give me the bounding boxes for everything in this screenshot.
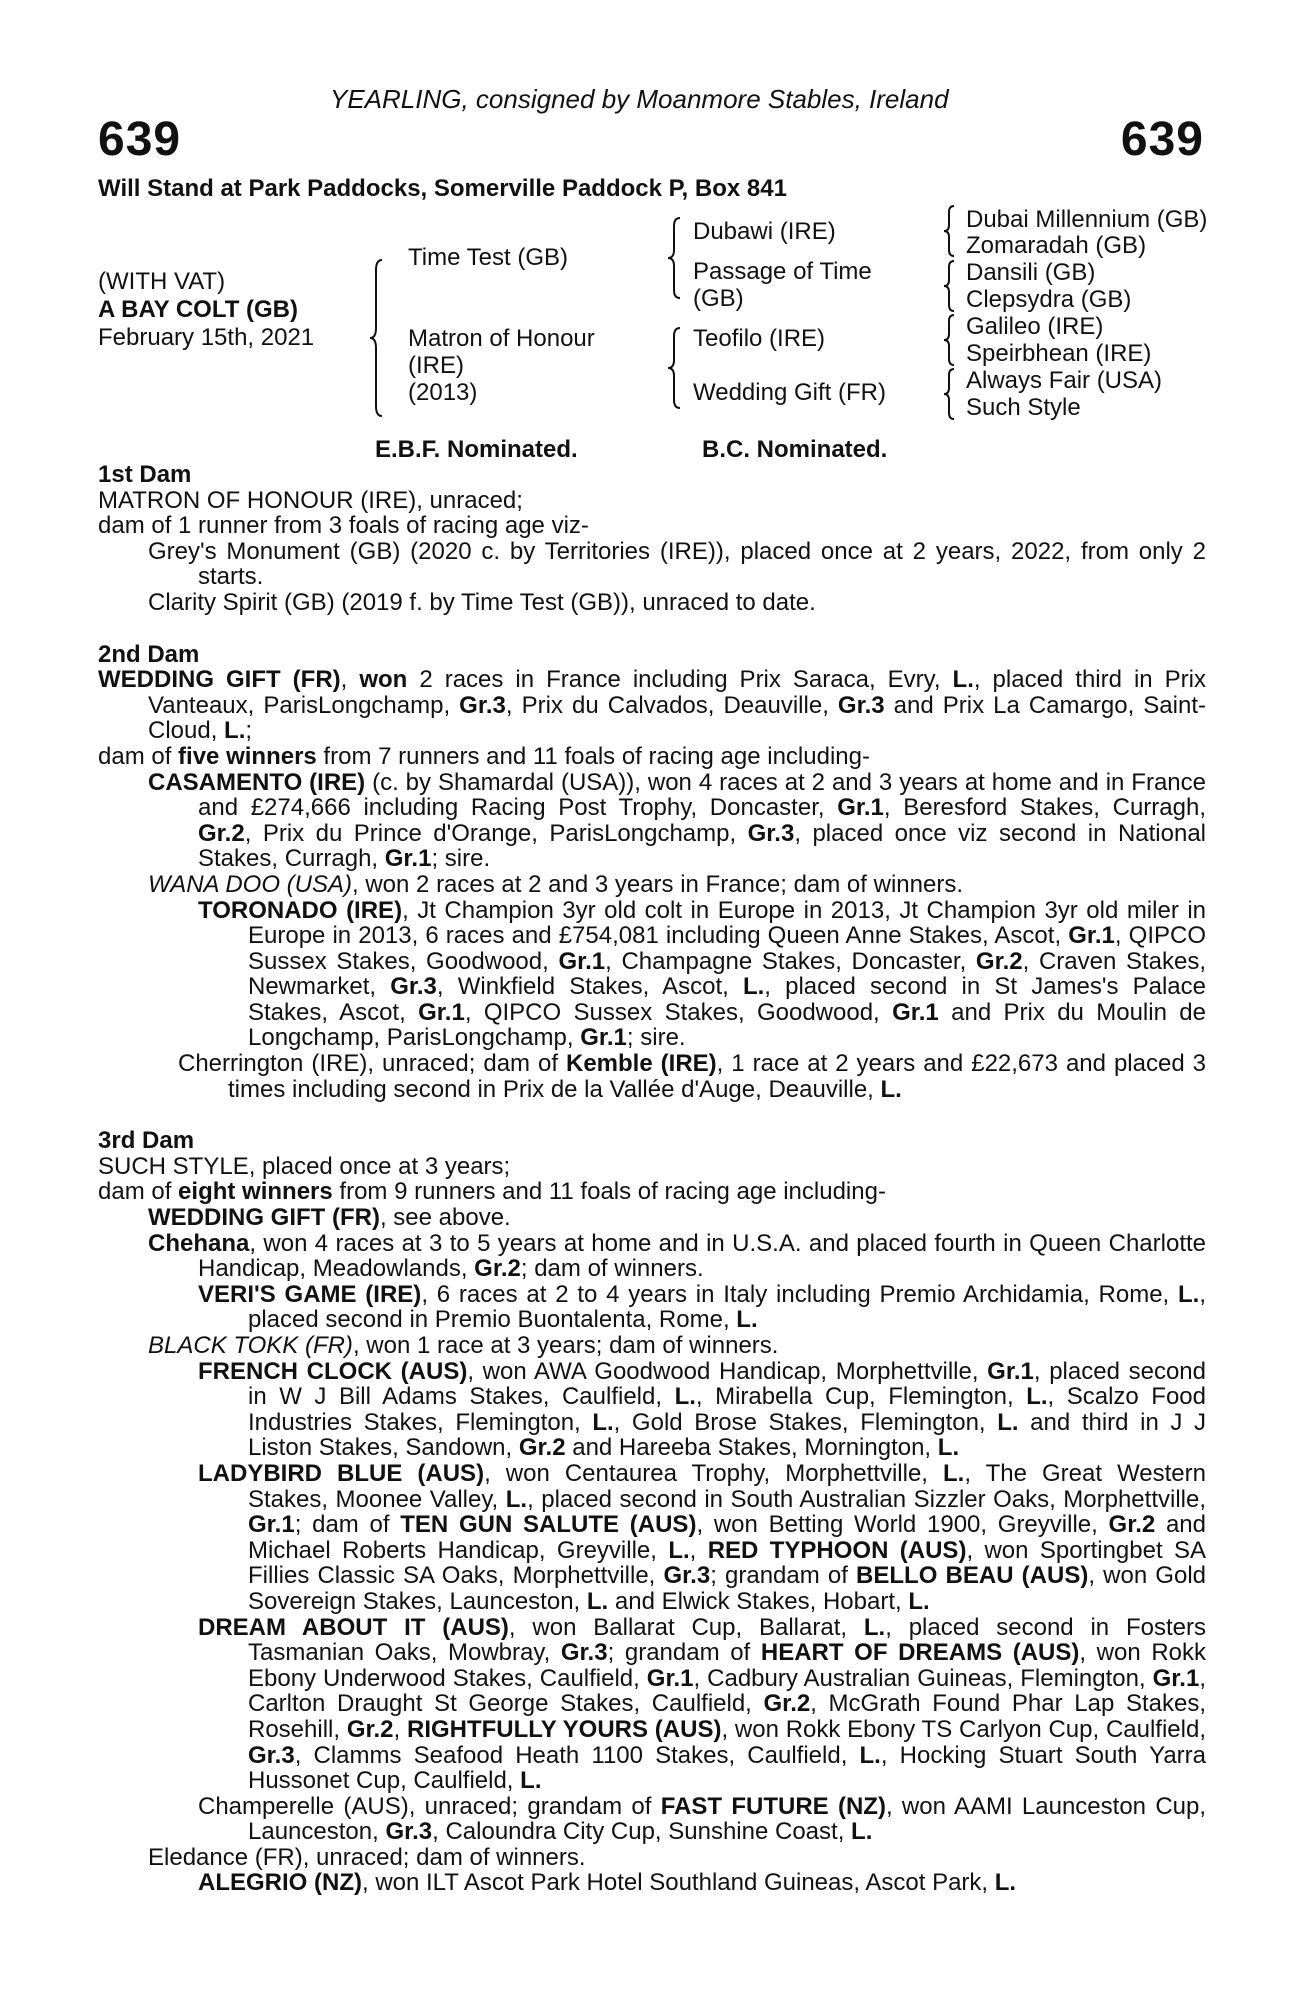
sire-dam-line1: Passage of Time	[693, 258, 872, 285]
dam-name-line1: Matron of Honour	[408, 325, 595, 352]
second-dam-section	[98, 642, 1206, 1103]
bc-nomination: B.C. Nominated.	[702, 436, 888, 463]
ggs-3: Galileo (IRE)	[966, 313, 1104, 340]
sire-sire: Dubawi (IRE)	[693, 218, 836, 245]
first-dam-heading: 1st Dam	[98, 461, 192, 488]
ggd-4: Such Style	[966, 394, 1081, 421]
grand-offspring-entry: ALEGRIO (NZ), won ILT Ascot Park Hotel Southland Guineas, Ascot Park, L.	[198, 1869, 1017, 1897]
horse-dob: February 15th, 2021	[98, 324, 315, 351]
family-details	[98, 462, 1206, 1896]
grand-offspring-entry: VERI'S GAME (IRE), 6 races at 2 to 4 years in Italy including Premio Archidamia, Rome, L., placed second in Premio Buontalenta, Rome, L.	[198, 1280, 1207, 1334]
second-dam-entry: WEDDING GIFT (FR), won 2 races in France including Prix Saraca, Evry, L., placed third in Prix Vanteaux, ParisLongchamp, Gr.3, Prix du Calvados, Deauville, Gr.3 and Prix La Camargo, Saint-Cloud, L.;	[98, 666, 1206, 745]
catalogue-subtitle: YEARLING, consigned by Moanmore Stables, Ireland	[330, 84, 949, 114]
brace-icon	[942, 204, 958, 258]
vat-note: (WITH VAT)	[98, 268, 226, 295]
dam-name-line2: (IRE)	[408, 352, 464, 379]
brace-icon	[666, 216, 686, 300]
horse-name: A BAY COLT (GB)	[98, 296, 299, 323]
offspring-entry: Grey's Monument (GB) (2020 c. by Territories (IRE)), placed once at 2 years, 2022, from only 2 starts.	[148, 537, 1206, 591]
offspring-entry: Cherrington (IRE), unraced; dam of Kemble (IRE), 1 race at 2 years and £22,673 and placed 3 times including second in Prix de la Vallée d'Auge, Deauville, L.	[178, 1050, 1206, 1103]
grand-offspring-entry: LADYBIRD BLUE (AUS), won Centaurea Trophy, Morphettville, L., The Great Western Stakes, Moonee Valley, L., placed second in South Australian Sizzler Oaks, Morphettville, Gr.1; dam of TEN GUN SALUTE (AUS), won Betting World 1900, Greyville, Gr.2 and Michael Roberts Handicap, Greyville, L., RED TYPHOON (AUS), won Sportingbet SA Fillies Classic SA Oaks, Morphettville, Gr.3; grandam of BELLO BEAU (AUS), won Gold Sovereign Stakes, Launceston, L. and Elwick Stakes, Hobart, L.	[198, 1459, 1207, 1615]
offspring-entry: WANA DOO (USA), won 2 races at 2 and 3 years in France; dam of winners.	[148, 870, 963, 898]
second-dam-heading: 2nd Dam	[98, 640, 200, 668]
offspring-entry: Chehana, won 4 races at 3 to 5 years at home and in U.S.A. and placed fourth in Queen Charlotte Handicap, Meadowlands, Gr.2; dam of winners.	[148, 1229, 1206, 1283]
ggs-1: Dubai Millennium (GB)	[966, 206, 1208, 233]
brace-icon	[942, 313, 958, 367]
second-dam-produce-summary: dam of five winners from 7 runners and 11 foals of racing age including-	[98, 742, 870, 770]
offspring-entry: Clarity Spirit (GB) (2019 f. by Time Test (GB)), unraced to date.	[148, 588, 816, 616]
third-dam-produce-summary: dam of eight winners from 9 runners and 11 foals of racing age including-	[98, 1178, 886, 1206]
lot-number-left: 639	[98, 113, 182, 166]
offspring-entry: WEDDING GIFT (FR), see above.	[148, 1204, 511, 1232]
grand-offspring-entry: TORONADO (IRE), Jt Champion 3yr old colt in Europe in 2013, Jt Champion 3yr old miler in Europe in 2013, 6 races and £754,081 including Queen Anne Stakes, Ascot, Gr.1, QIPCO Sussex Stakes, Goodwood, Gr.1, Champagne Stakes, Doncaster, Gr.2, Craven Stakes, Newmarket, Gr.3, Winkfield Stakes, Ascot, L., placed second in St James's Palace Stakes, Ascot, Gr.1, QIPCO Sussex Stakes, Goodwood, Gr.1 and Prix du Moulin de Longchamp, ParisLongchamp, Gr.1; sire.	[198, 896, 1207, 1052]
lot-number-right: 639	[1120, 113, 1204, 166]
brace-icon	[666, 326, 686, 410]
ggs-2: Dansili (GB)	[966, 259, 1096, 286]
grand-offspring-entry: FRENCH CLOCK (AUS), won AWA Goodwood Handicap, Morphettville, Gr.1, placed second in W J Bill Adams Stakes, Caulfield, L., Mirabella Cup, Flemington, L., Scalzo Food Industries Stakes, Flemington, L., Gold Brose Stakes, Flemington, L. and third in J J Liston Stakes, Sandown, Gr.2 and Hareeba Stakes, Mornington, L.	[198, 1357, 1207, 1462]
first-dam-produce-summary: dam of 1 runner from 3 foals of racing age viz-	[98, 512, 589, 540]
ggs-4: Always Fair (USA)	[966, 367, 1163, 394]
dam-sire: Teofilo (IRE)	[693, 325, 826, 352]
ebf-nomination: E.B.F. Nominated.	[375, 436, 578, 463]
grand-offspring-entry: DREAM ABOUT IT (AUS), won Ballarat Cup, Ballarat, L., placed second in Fosters Tasmanian Oaks, Mowbray, Gr.3; grandam of HEART OF DREAMS (AUS), won Rokk Ebony Underwood Stakes, Caulfield, Gr.1, Cadbury Australian Guineas, Flemington, Gr.1, Carlton Draught St George Stakes, Caulfield, Gr.2, McGrath Found Phar Lap Stakes, Rosehill, Gr.2, RIGHTFULLY YOURS (AUS), won Rokk Ebony TS Carlyon Cup, Caulfield, Gr.3, Clamms Seafood Heath 1100 Stakes, Caulfield, L., Hocking Stuart South Yarra Hussonet Cup, Caulfield, L.	[198, 1613, 1207, 1795]
stabling-location: Will Stand at Park Paddocks, Somerville Paddock P, Box 841	[98, 175, 787, 202]
ggd-2: Clepsydra (GB)	[966, 286, 1132, 313]
brace-icon	[942, 259, 958, 313]
third-dam-section	[98, 1128, 1206, 1896]
first-dam-line: MATRON OF HONOUR (IRE), unraced;	[98, 486, 523, 514]
offspring-entry: BLACK TOKK (FR), won 1 race at 3 years; dam of winners.	[148, 1332, 779, 1359]
sire-name: Time Test (GB)	[408, 244, 569, 271]
brace-icon	[368, 258, 388, 418]
third-dam-line: SUCH STYLE, placed once at 3 years;	[98, 1152, 511, 1180]
sire-dam-line2: (GB)	[693, 285, 744, 312]
dam-name-line3: (2013)	[408, 379, 478, 406]
third-dam-heading: 3rd Dam	[98, 1127, 195, 1155]
grand-offspring-entry: Champerelle (AUS), unraced; grandam of FAST FUTURE (NZ), won AAMI Launceston Cup, Launceston, Gr.3, Caloundra City Cup, Sunshine Coast, L.	[198, 1792, 1207, 1846]
brace-icon	[942, 367, 958, 421]
ggd-3: Speirbhean (IRE)	[966, 340, 1152, 367]
offspring-entry: CASAMENTO (IRE) (c. by Shamardal (USA)), won 4 races at 2 and 3 years at home and in France and £274,666 including Racing Post Trophy, Doncaster, Gr.1, Beresford Stakes, Curragh, Gr.2, Prix du Prince d'Orange, ParisLongchamp, Gr.3, placed once viz second in National Stakes, Curragh, Gr.1; sire.	[148, 768, 1207, 873]
first-dam-section	[98, 462, 1206, 616]
ggd-1: Zomaradah (GB)	[966, 232, 1147, 259]
offspring-entry: Eledance (FR), unraced; dam of winners.	[148, 1843, 586, 1871]
dam-dam: Wedding Gift (FR)	[693, 379, 886, 406]
